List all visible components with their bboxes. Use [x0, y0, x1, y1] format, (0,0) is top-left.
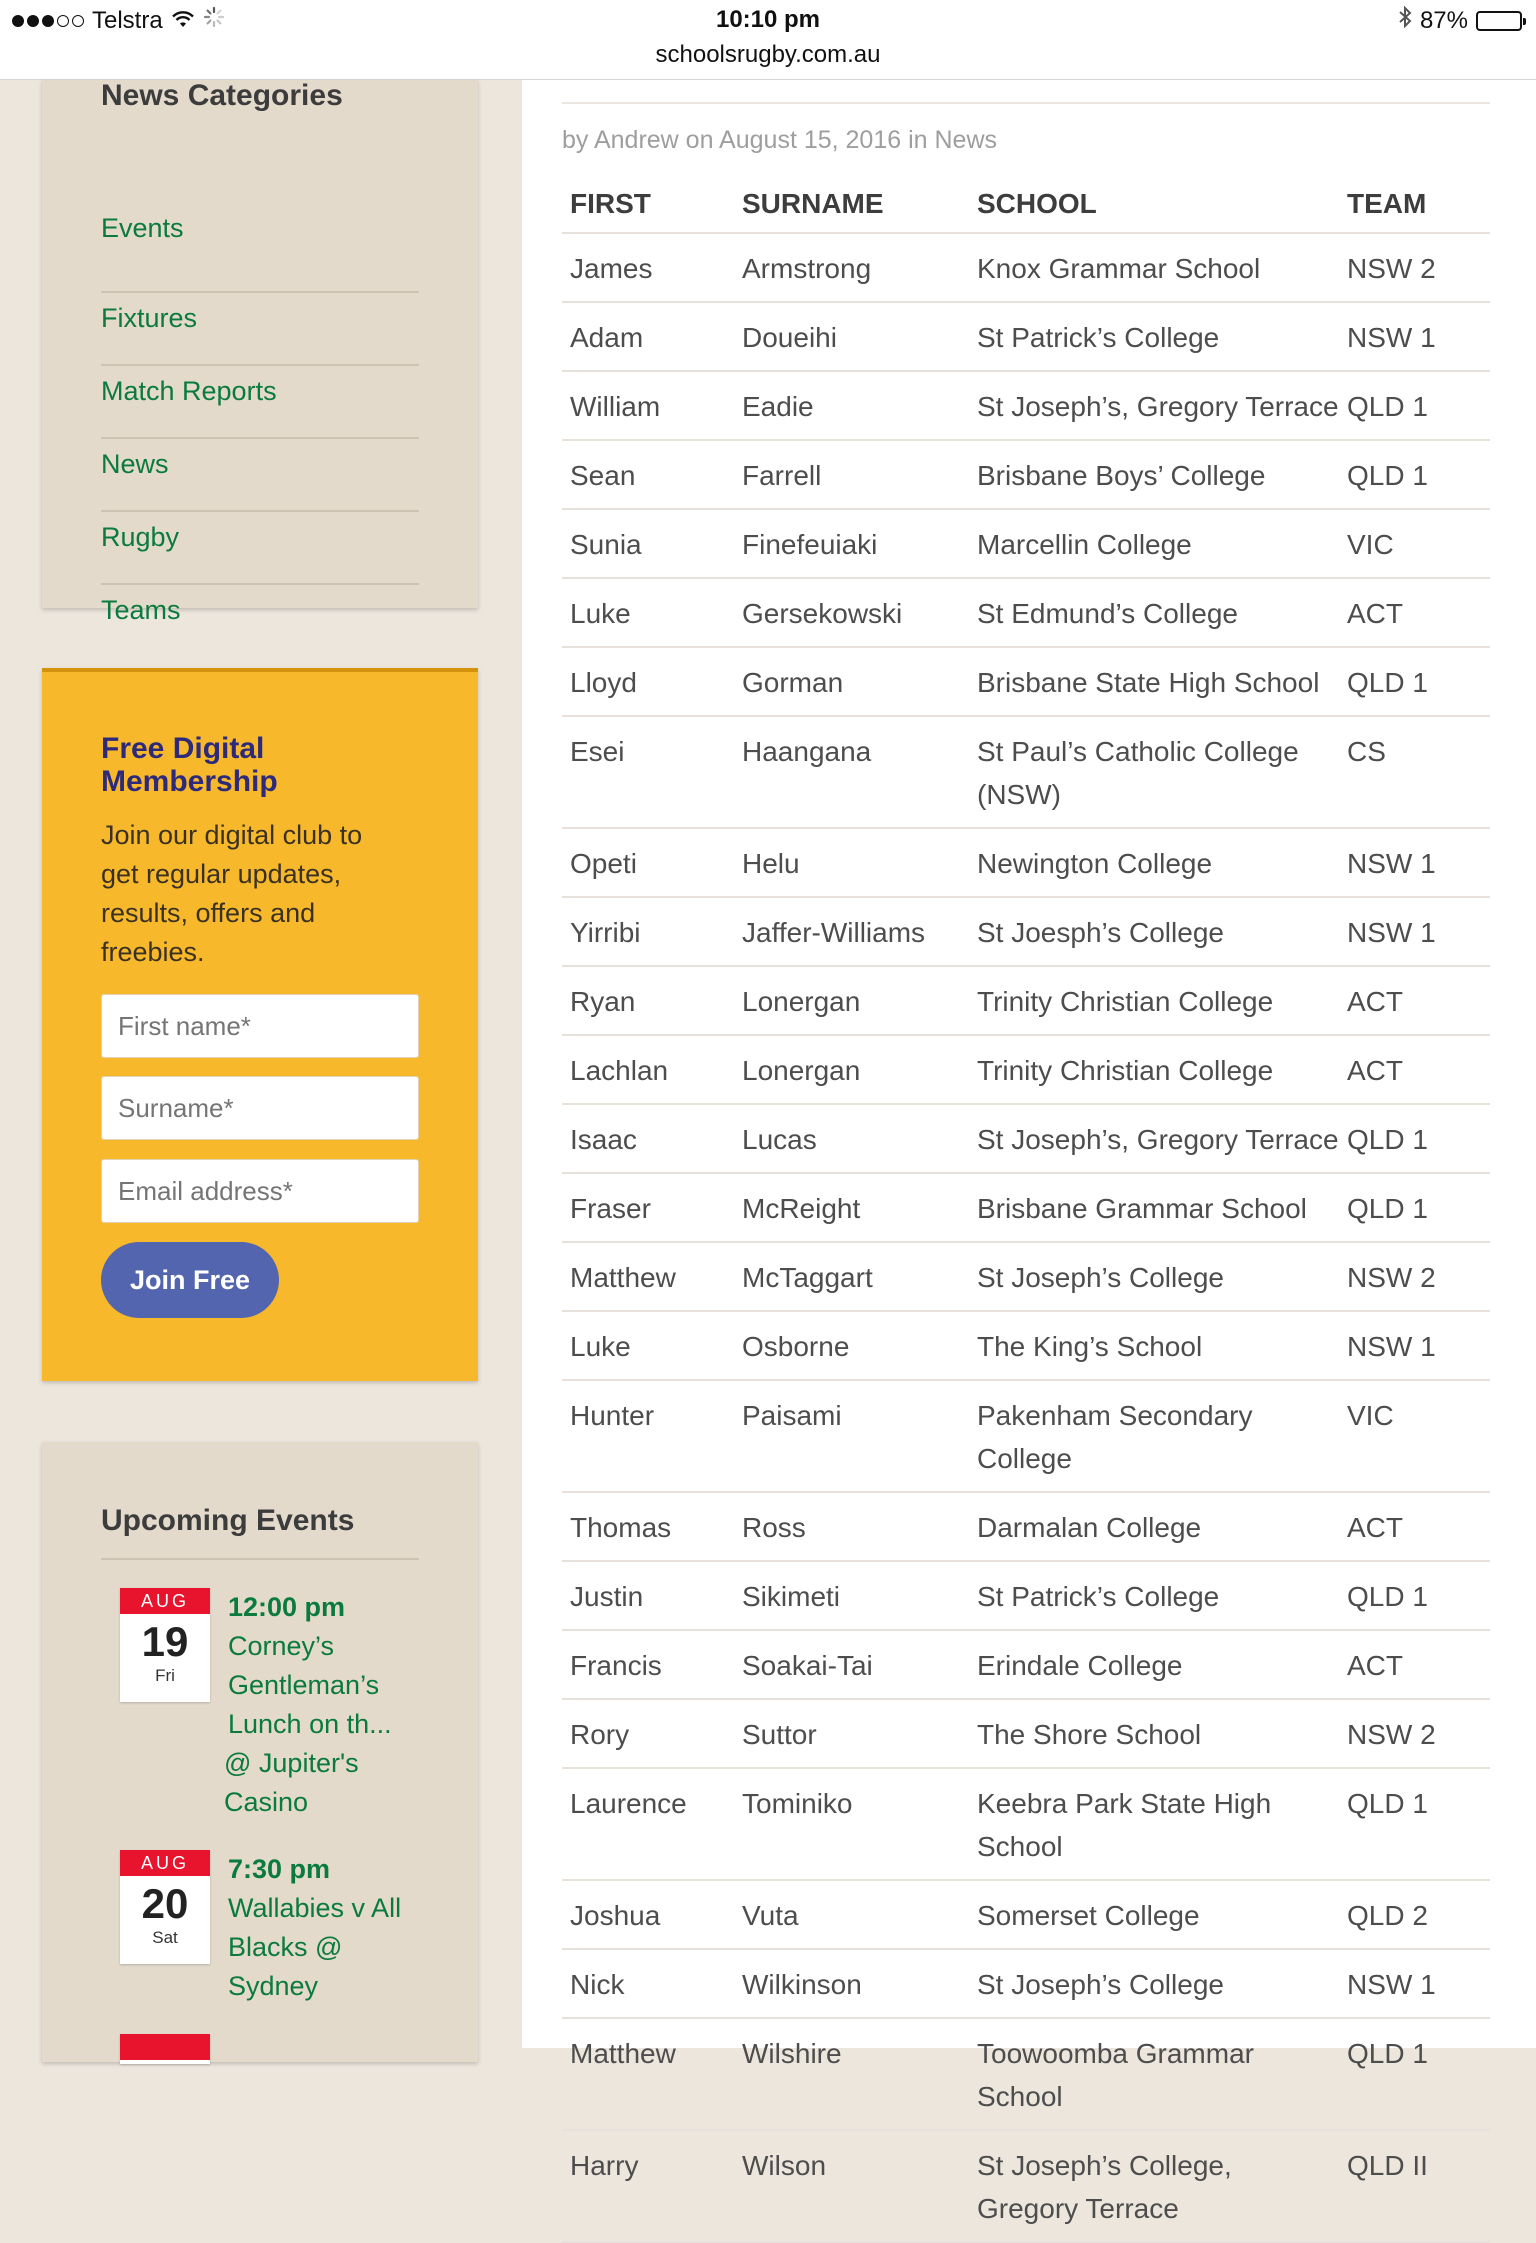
bluetooth-icon [1398, 6, 1412, 35]
cell-first-name: Luke [562, 1311, 734, 1380]
cell-school: St Patrick’s College [969, 1561, 1339, 1630]
table-row [562, 302, 1490, 371]
table-row [562, 1768, 1490, 1880]
category-item [101, 366, 419, 439]
cell-first-name: Lloyd [562, 647, 734, 716]
upcoming-events-widget [42, 1442, 478, 2062]
column-header-first: FIRST [562, 176, 734, 233]
event-month-partial [120, 2034, 210, 2060]
cell-school: Somerset College [969, 1880, 1339, 1949]
cell-surname: McReight [734, 1173, 969, 1242]
cell-team: QLD 1 [1339, 440, 1490, 509]
clock: 10:10 pm [715, 6, 821, 33]
cell-first-name: Harry [562, 2130, 734, 2242]
cell-school: Pakenham Secondary College [969, 1380, 1339, 1492]
category-link-events[interactable]: Events [101, 213, 184, 243]
first-name-input[interactable] [101, 994, 419, 1058]
table-row [562, 440, 1490, 509]
cell-surname: Jaffer-Williams [734, 897, 969, 966]
cell-surname: Tominiko [734, 1768, 969, 1880]
cell-team: QLD 2 [1339, 1880, 1490, 1949]
news-categories-title: News Categories [101, 79, 343, 112]
cell-first-name: Ryan [562, 966, 734, 1035]
table-row [562, 578, 1490, 647]
cell-school: Keebra Park State High School [969, 1768, 1339, 1880]
cell-school: Trinity Christian College [969, 966, 1339, 1035]
cell-surname: McTaggart [734, 1242, 969, 1311]
membership-description: Join our digital club to get regular updates, results, offers and freebies. [101, 820, 363, 967]
table-row [562, 828, 1490, 897]
cell-school: St Joseph’s College [969, 1949, 1339, 2018]
cell-first-name: Francis [562, 1630, 734, 1699]
column-header-team: TEAM [1339, 176, 1490, 233]
event-day: 19 [141, 1618, 189, 1665]
battery-percent: 87% [1419, 6, 1468, 34]
category-link-fixtures[interactable]: Fixtures [101, 303, 198, 333]
cell-surname: Wilshire [734, 2018, 969, 2130]
cell-team: NSW 1 [1339, 828, 1490, 897]
event-title[interactable]: Corney’s Gentleman’s Lunch on th... [228, 1631, 392, 1739]
cell-first-name: Joshua [562, 1880, 734, 1949]
cell-school: St Paul’s Catholic College (NSW) [969, 716, 1339, 828]
cell-surname: Lonergan [734, 966, 969, 1035]
cell-school: St Joseph’s, Gregory Terrace [969, 1104, 1339, 1173]
join-free-button[interactable]: Join Free [101, 1242, 279, 1318]
cell-first-name: Yirribi [562, 897, 734, 966]
category-item [101, 439, 419, 512]
table-row [562, 1242, 1490, 1311]
cell-team: ACT [1339, 1492, 1490, 1561]
cell-team: NSW 1 [1339, 302, 1490, 371]
address-bar-url[interactable]: schoolsrugby.com.au [655, 41, 881, 68]
table-row [562, 233, 1490, 302]
calendar-date-icon [120, 1588, 210, 1702]
cell-team: QLD 1 [1339, 1104, 1490, 1173]
cell-first-name: Fraser [562, 1173, 734, 1242]
calendar-date-icon [120, 1850, 210, 1964]
table-row [562, 1699, 1490, 1768]
event-weekday: Fri [155, 1666, 175, 1685]
cell-surname: Helu [734, 828, 969, 897]
battery-icon [1476, 11, 1522, 31]
table-row [562, 1561, 1490, 1630]
cell-team: ACT [1339, 1630, 1490, 1699]
category-link-rugby[interactable]: Rugby [101, 522, 180, 552]
cell-first-name: Justin [562, 1561, 734, 1630]
table-row [562, 1380, 1490, 1492]
cell-first-name: Rory [562, 1699, 734, 1768]
cell-surname: Doueihi [734, 302, 969, 371]
table-row [562, 1311, 1490, 1380]
cell-team: QLD 1 [1339, 371, 1490, 440]
cell-surname: Wilson [734, 2130, 969, 2242]
cell-school: Darmalan College [969, 1492, 1339, 1561]
cell-first-name: Lachlan [562, 1035, 734, 1104]
cell-first-name: Esei [562, 716, 734, 828]
cell-school: St Joseph’s, Gregory Terrace [969, 371, 1339, 440]
cell-school: Marcellin College [969, 509, 1339, 578]
table-row [562, 897, 1490, 966]
cell-surname: Paisami [734, 1380, 969, 1492]
cell-surname: Sikimeti [734, 1561, 969, 1630]
cell-surname: Finefeuiaki [734, 509, 969, 578]
cell-first-name: Sean [562, 440, 734, 509]
cell-team: QLD 1 [1339, 1173, 1490, 1242]
cell-school: Erindale College [969, 1630, 1339, 1699]
table-row [562, 2130, 1490, 2242]
cell-surname: Lucas [734, 1104, 969, 1173]
cell-first-name: Opeti [562, 828, 734, 897]
category-item [101, 293, 419, 366]
table-row [562, 716, 1490, 828]
cell-school: St Edmund’s College [969, 578, 1339, 647]
category-link-teams[interactable]: Teams [101, 595, 181, 625]
battery-status [1398, 6, 1522, 35]
cell-first-name: Isaac [562, 1104, 734, 1173]
cell-first-name: Adam [562, 302, 734, 371]
cell-school: Toowoomba Grammar School [969, 2018, 1339, 2130]
membership-title: Free Digital Membership [101, 732, 278, 798]
cell-first-name: Thomas [562, 1492, 734, 1561]
carrier-name: Telstra [92, 6, 163, 34]
cell-team: NSW 2 [1339, 1242, 1490, 1311]
cell-surname: Ross [734, 1492, 969, 1561]
table-row [562, 1880, 1490, 1949]
cell-school: Trinity Christian College [969, 1035, 1339, 1104]
category-item [101, 213, 419, 293]
cell-team: QLD 1 [1339, 1768, 1490, 1880]
cell-first-name: Luke [562, 578, 734, 647]
membership-widget [42, 668, 478, 1381]
cell-surname: Suttor [734, 1699, 969, 1768]
cell-surname: Haangana [734, 716, 969, 828]
cell-school: Knox Grammar School [969, 233, 1339, 302]
surname-input[interactable] [101, 1076, 419, 1140]
cell-team: QLD 1 [1339, 647, 1490, 716]
cell-team: VIC [1339, 1380, 1490, 1492]
article-content [522, 80, 1536, 2224]
cell-team: NSW 2 [1339, 233, 1490, 302]
table-row [562, 2018, 1490, 2130]
cell-first-name: Nick [562, 1949, 734, 2018]
category-item [101, 585, 419, 658]
cell-first-name: Sunia [562, 509, 734, 578]
cell-first-name: Matthew [562, 2018, 734, 2130]
upcoming-events-title: Upcoming Events [101, 1504, 355, 1537]
cell-first-name: Matthew [562, 1242, 734, 1311]
cell-school: Brisbane Boys’ College [969, 440, 1339, 509]
cell-surname: Gorman [734, 647, 969, 716]
category-link-match-reports[interactable]: Match Reports [101, 376, 277, 406]
cell-school: Brisbane Grammar School [969, 1173, 1339, 1242]
event-venue[interactable]: @ Sydney [228, 1932, 343, 2001]
event-time: 12:00 pm [228, 1592, 346, 1622]
divider [562, 102, 1490, 104]
browser-status-bar [0, 0, 1536, 80]
table-row [562, 1949, 1490, 2018]
cell-surname: Osborne [734, 1311, 969, 1380]
cell-first-name: Hunter [562, 1380, 734, 1492]
cell-school: The King’s School [969, 1311, 1339, 1380]
cell-school: Brisbane State High School [969, 647, 1339, 716]
event-title[interactable]: Wallabies v All Blacks [228, 1893, 402, 1962]
cell-school: St Joseph’s College, Gregory Terrace [969, 2130, 1339, 2242]
event-venue[interactable]: @ Jupiter's Casino [224, 1748, 359, 1817]
cell-surname: Armstrong [734, 233, 969, 302]
article-byline: by Andrew on August 15, 2016 in News [562, 126, 998, 154]
cell-team: QLD 1 [1339, 1561, 1490, 1630]
table-row [562, 966, 1490, 1035]
cell-school: The Shore School [969, 1699, 1339, 1768]
table-body [562, 233, 1490, 2242]
cell-first-name: Laurence [562, 1768, 734, 1880]
cell-team: QLD 1 [1339, 2018, 1490, 2130]
cell-first-name: William [562, 371, 734, 440]
cell-school: Newington College [969, 828, 1339, 897]
squad-table [562, 176, 1490, 2243]
cell-school: St Joesph’s College [969, 897, 1339, 966]
event-time: 7:30 pm [228, 1854, 331, 1884]
table-header-row [562, 176, 1490, 233]
event-weekday: Sat [152, 1928, 178, 1947]
cell-surname: Farrell [734, 440, 969, 509]
event-day: 20 [141, 1880, 189, 1927]
email-input[interactable] [101, 1159, 419, 1223]
table-row [562, 1104, 1490, 1173]
cell-team: CS [1339, 716, 1490, 828]
cell-team: ACT [1339, 578, 1490, 647]
cell-surname: Soakai-Tai [734, 1630, 969, 1699]
column-header-school: SCHOOL [969, 176, 1339, 233]
news-categories-widget [42, 79, 478, 625]
table-row [562, 1173, 1490, 1242]
cell-team: QLD II [1339, 2130, 1490, 2242]
cell-surname: Vuta [734, 1880, 969, 1949]
event-details[interactable] [228, 1850, 428, 2006]
category-link-news[interactable]: News [101, 449, 169, 479]
table-row [562, 1035, 1490, 1104]
cell-first-name: James [562, 233, 734, 302]
cell-school: St Patrick’s College [969, 302, 1339, 371]
cell-surname: Gersekowski [734, 578, 969, 647]
event-month: AUG [120, 1850, 210, 1876]
cell-team: ACT [1339, 1035, 1490, 1104]
event-month: AUG [120, 1588, 210, 1614]
calendar-date-icon [120, 2034, 210, 2064]
cell-surname: Wilkinson [734, 1949, 969, 2018]
cell-school: St Joseph’s College [969, 1242, 1339, 1311]
cell-team: NSW 1 [1339, 1311, 1490, 1380]
column-header-surname: SURNAME [734, 176, 969, 233]
cell-team: NSW 1 [1339, 1949, 1490, 2018]
cell-surname: Lonergan [734, 1035, 969, 1104]
cell-team: VIC [1339, 509, 1490, 578]
divider [101, 1558, 419, 1560]
cell-surname: Eadie [734, 371, 969, 440]
table-row [562, 1492, 1490, 1561]
event-details[interactable] [224, 1588, 428, 1822]
table-row [562, 1630, 1490, 1699]
cell-team: ACT [1339, 966, 1490, 1035]
cell-team: NSW 2 [1339, 1699, 1490, 1768]
category-list [101, 213, 419, 658]
table-row [562, 647, 1490, 716]
cell-team: NSW 1 [1339, 897, 1490, 966]
table-row [562, 371, 1490, 440]
table-row [562, 509, 1490, 578]
category-item [101, 512, 419, 585]
